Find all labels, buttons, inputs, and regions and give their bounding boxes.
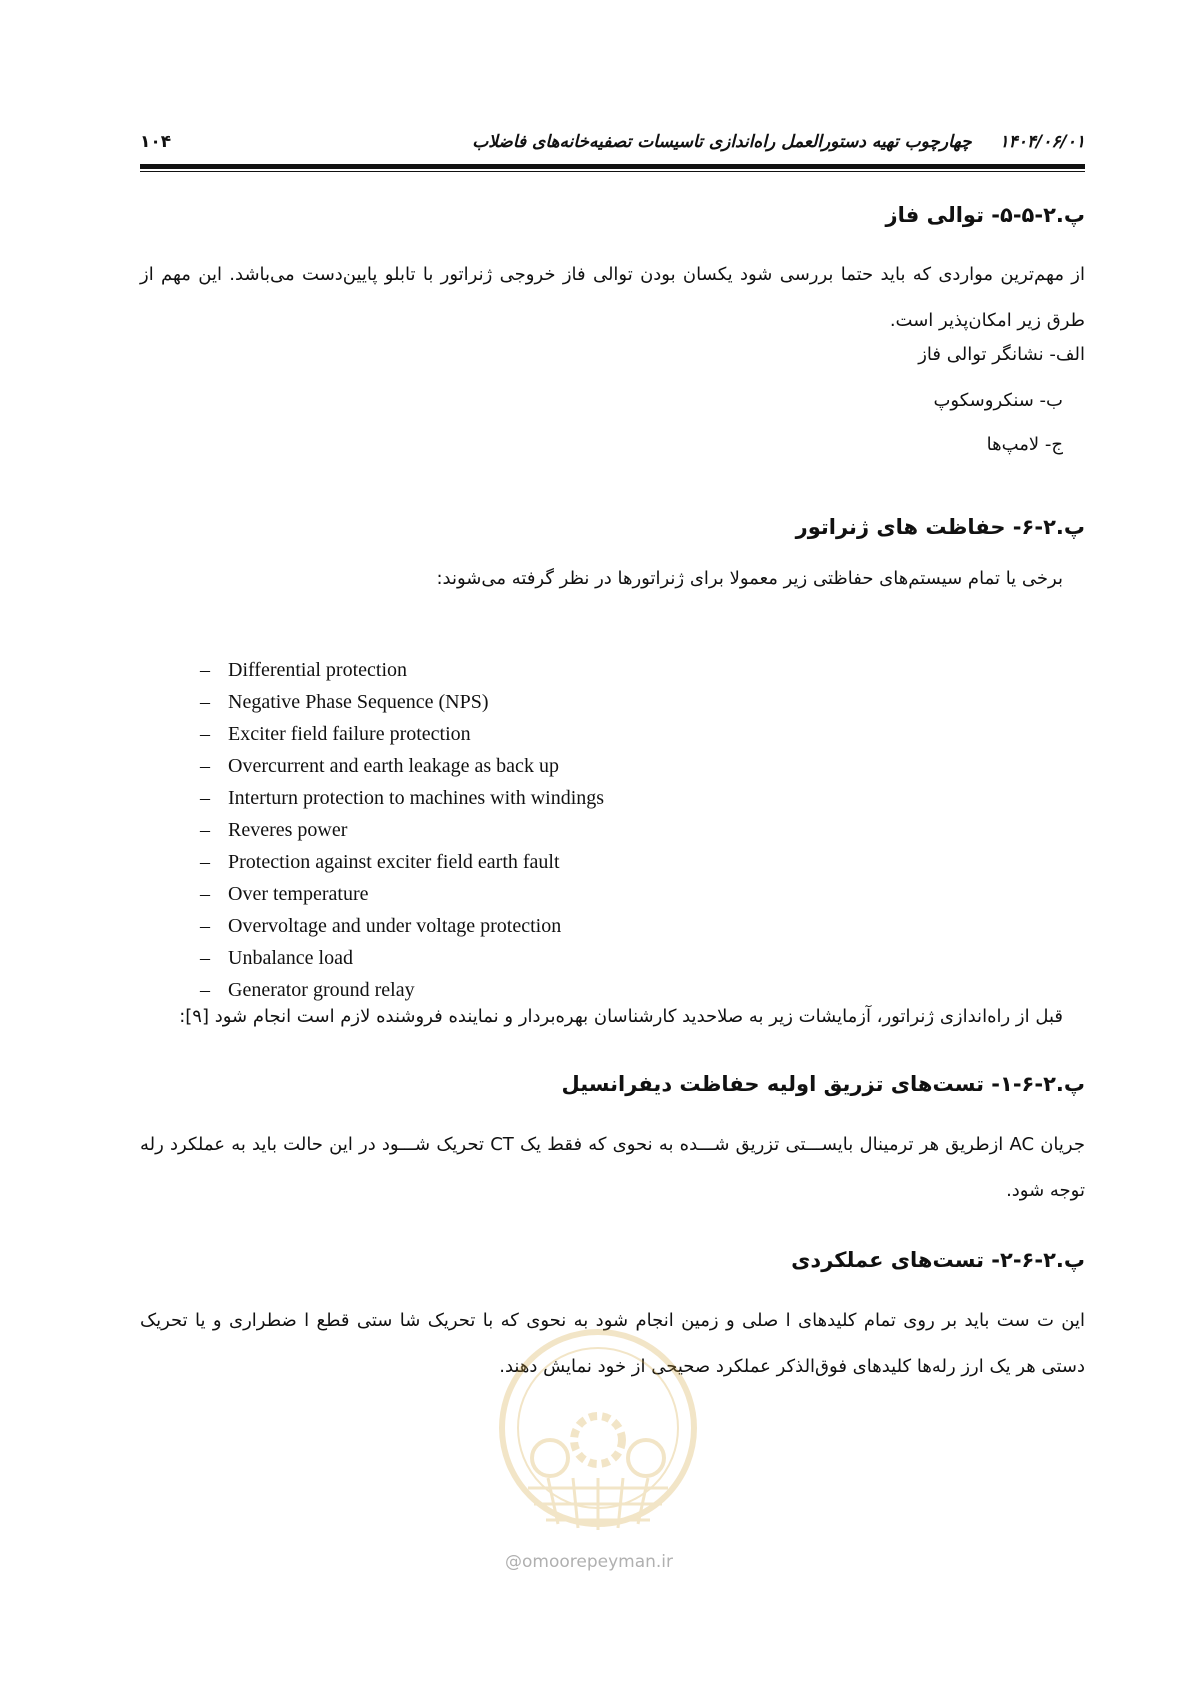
paragraph-functional-tests: این ت ست باید بر روی تمام کلیدهای ا صلی و زمین انجام شود به نحوی که با تحریک شا ستی قطع ا ضطراری و یا تحریک دستی هر یک ارز رله‌ها کلیدهای فوق‌الذکر عملکرد صحیحی از خود نمایش دهند. xyxy=(140,1310,1085,1377)
list-item xyxy=(200,846,604,878)
list-item xyxy=(200,750,604,782)
watermark-excavator-icon xyxy=(628,1440,664,1476)
watermark-logo xyxy=(488,1318,708,1568)
protection-list xyxy=(200,654,604,1006)
list-item xyxy=(200,686,604,718)
heading-functional-tests: پ.۲-۶-۲- تست‌های عملکردی xyxy=(791,1248,1085,1272)
heading-injection-tests: پ.۲-۶-۱- تست‌های تزریق اولیه حفاظت دیفرانسیل xyxy=(561,1072,1085,1096)
heading-phase-sequence: پ.۲-۵-۵- توالی فاز xyxy=(885,203,1085,227)
list-item-text: Interturn protection to machines with windings xyxy=(228,787,605,809)
phase-item-indicator: الف- نشانگر توالی فاز xyxy=(918,344,1085,365)
header-rule-thick xyxy=(140,164,1085,169)
list-item-text: Reveres power xyxy=(228,819,348,841)
list-item xyxy=(200,718,604,750)
list-item-text: Generator ground relay xyxy=(228,979,415,1001)
list-item-text: Negative Phase Sequence (NPS) xyxy=(228,691,489,713)
list-item xyxy=(200,878,604,910)
paragraph-injection-tests: جریان AC ازطریق هر ترمینال بایســـتی تزریق شـــده به نحوی که فقط یک CT تحریک شـــود در این حالت باید به عملکرد رله توجه شود. xyxy=(140,1134,1085,1201)
list-item-text: Differential protection xyxy=(228,659,408,681)
list-bullet: – xyxy=(200,851,210,873)
list-item xyxy=(200,974,604,1006)
list-bullet: – xyxy=(200,819,210,841)
list-item-text: Unbalance load xyxy=(228,947,353,969)
list-bullet: – xyxy=(200,659,210,681)
list-item xyxy=(200,910,604,942)
list-item-text: Protection against exciter field earth fault xyxy=(228,851,560,873)
list-bullet: – xyxy=(200,691,210,713)
list-item-text: Over temperature xyxy=(228,883,369,905)
watermark-grid xyxy=(528,1478,668,1530)
list-item xyxy=(200,782,604,814)
watermark-url: @omoorepeyman.ir xyxy=(505,1552,674,1572)
list-bullet: – xyxy=(200,979,210,1001)
list-item xyxy=(200,942,604,974)
page-header xyxy=(140,128,1085,158)
list-item-text: Overvoltage and under voltage protection xyxy=(228,915,562,937)
phase-item-lamps: ج- لامپ‌ها xyxy=(986,434,1063,455)
page-number: ۱۰۴ xyxy=(140,132,172,152)
list-bullet: – xyxy=(200,883,210,905)
header-rule-thin xyxy=(140,171,1085,172)
list-bullet: – xyxy=(200,915,210,937)
protection-outro: قبل از راه‌اندازی ژنراتور، آزمایشات زیر به صلاحدید کارشناسان بهره‌بردار و نماینده فروشنده لازم است انجام شود [۹]: xyxy=(179,1006,1063,1027)
list-bullet: – xyxy=(200,947,210,969)
header-date: ۱۴۰۴/۰۶/۰۱ xyxy=(999,132,1085,152)
watermark-scale-icon xyxy=(532,1440,568,1476)
list-item xyxy=(200,654,604,686)
list-bullet: – xyxy=(200,723,210,745)
header-title-block xyxy=(472,132,1085,152)
list-item-text: Overcurrent and earth leakage as back up xyxy=(228,755,559,777)
list-bullet: – xyxy=(200,787,210,809)
watermark-gear-icon xyxy=(574,1416,622,1464)
list-bullet: – xyxy=(200,755,210,777)
heading-generator-protection: پ.۲-۶- حفاظت های ژنراتور xyxy=(795,515,1085,539)
list-item xyxy=(200,814,604,846)
header-title: چهارچوب تهیه دستورالعمل راه‌اندازی تاسیسات تصفیه‌خانه‌های فاضلاب xyxy=(472,132,972,152)
paragraph-phase-sequence: از مهم‌ترین مواردی که باید حتما بررسی شود یکسان بودن توالی فاز خروجی ژنراتور با تابلو پایین‌دست می‌باشد. این مهم از طرق زیر امکان‌پذیر است. xyxy=(140,264,1085,331)
protection-intro: برخی یا تمام سیستم‌های حفاظتی زیر معمولا برای ژنراتورها در نظر گرفته می‌شوند: xyxy=(436,568,1063,589)
list-item-text: Exciter field failure protection xyxy=(228,723,471,745)
phase-item-synchroscope: ب- سنکروسکوپ xyxy=(933,390,1063,411)
